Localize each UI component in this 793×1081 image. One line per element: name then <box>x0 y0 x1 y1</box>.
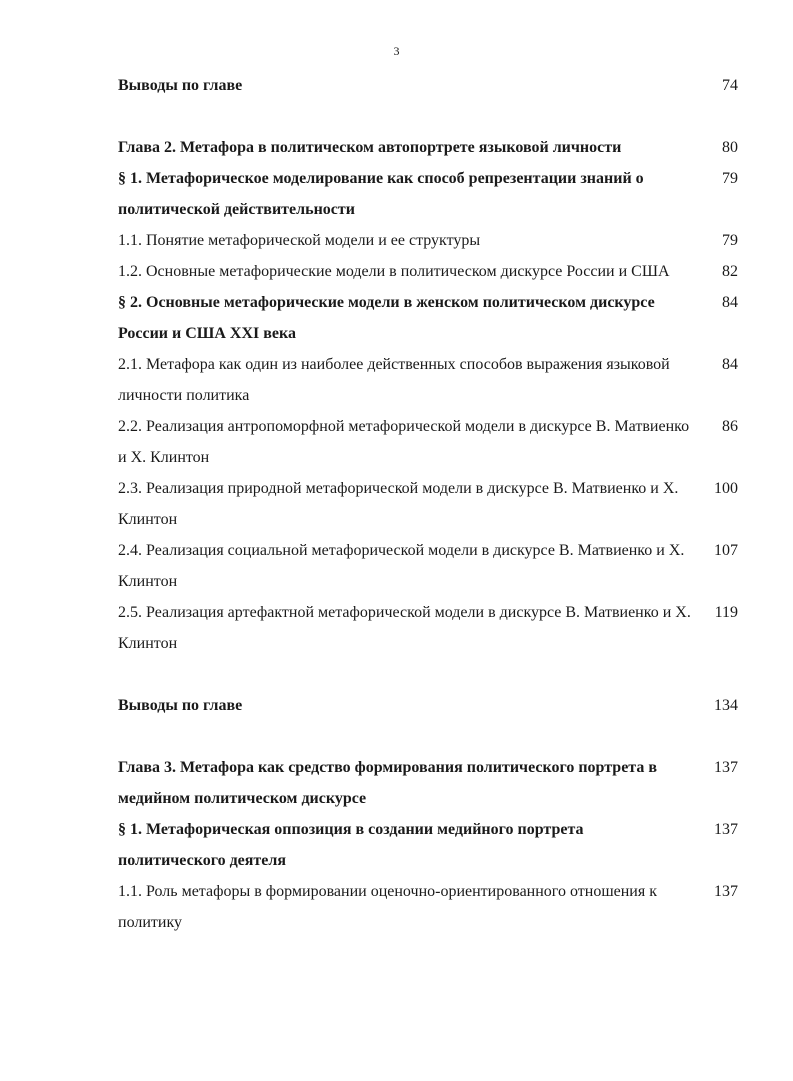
toc-gap <box>118 659 738 690</box>
toc-entry-2-4 <box>118 535 738 597</box>
toc-entry-title: § 1. Метафорическая оппозиция в создании медийного портрета политического деятеля <box>118 821 584 869</box>
toc-entry-page: 74 <box>722 77 738 94</box>
toc-entry-1-1 <box>118 225 738 256</box>
toc-entry-page: 84 <box>722 356 738 373</box>
toc-entry-page: 86 <box>722 418 738 435</box>
toc-entry-page: 84 <box>722 294 738 311</box>
page-number: 3 <box>393 44 400 58</box>
toc-entry-1-2 <box>118 256 738 287</box>
toc-entry-ch3-1-1 <box>118 876 738 938</box>
toc-entry-conclusions-ch1 <box>118 70 738 101</box>
toc-entry-page: 119 <box>714 604 738 621</box>
toc-entry-title: 1.2. Основные метафорические модели в политическом дискурсе России и США <box>118 263 670 280</box>
toc-entry-chapter-3 <box>118 752 738 814</box>
toc-entry-2-3 <box>118 473 738 535</box>
toc-entry-page: 137 <box>714 883 738 900</box>
toc-entry-2-5 <box>118 597 738 659</box>
toc-entry-chapter-2 <box>118 132 738 163</box>
toc-entry-ch3-section-1 <box>118 814 738 876</box>
table-of-contents <box>118 70 738 938</box>
toc-entry-title: 2.4. Реализация социальной метафорической модели в дискурсе В. Матвиенко и Х. Клинтон <box>118 542 685 590</box>
toc-entry-page: 79 <box>722 170 738 187</box>
toc-entry-title: 2.1. Метафора как один из наиболее действенных способов выражения языковой личности политика <box>118 356 670 404</box>
toc-entry-title: 2.2. Реализация антропоморфной метафорической модели в дискурсе В. Матвиенко и Х. Клинтон <box>118 418 690 466</box>
toc-entry-title: Выводы по главе <box>118 77 243 94</box>
toc-entry-page: 82 <box>722 263 738 280</box>
toc-entry-2-2 <box>118 411 738 473</box>
toc-entry-title: 1.1. Роль метафоры в формировании оценочно-ориентированного отношения к политику <box>118 883 657 931</box>
toc-entry-page: 80 <box>722 139 738 156</box>
toc-entry-page: 134 <box>714 697 738 714</box>
toc-gap <box>118 721 738 752</box>
toc-entry-title: 2.3. Реализация природной метафорической модели в дискурсе В. Матвиенко и Х. Клинтон <box>118 480 679 528</box>
toc-entry-conclusions-ch2 <box>118 690 738 721</box>
toc-entry-page: 137 <box>714 759 738 776</box>
toc-entry-page: 107 <box>714 542 738 559</box>
toc-entry-2-1 <box>118 349 738 411</box>
toc-entry-title: Глава 2. Метафора в политическом автопортрете языковой личности <box>118 139 622 156</box>
toc-entry-title: Выводы по главе <box>118 697 243 714</box>
toc-entry-title: § 1. Метафорическое моделирование как способ репрезентации знаний о политической действительности <box>118 170 644 218</box>
toc-entry-title: 1.1. Понятие метафорической модели и ее структуры <box>118 232 481 249</box>
toc-entry-title: § 2. Основные метафорические модели в женском политическом дискурсе России и США XXI века <box>118 294 655 342</box>
toc-entry-page: 100 <box>714 480 738 497</box>
toc-entry-ch2-section-1 <box>118 163 738 225</box>
toc-gap <box>118 101 738 132</box>
toc-entry-title: 2.5. Реализация артефактной метафорической модели в дискурсе В. Матвиенко и Х. Клинтон <box>118 604 691 652</box>
toc-entry-title: Глава 3. Метафора как средство формирования политического портрета в медийном политическом дискурсе <box>118 759 657 807</box>
toc-entry-page: 79 <box>722 232 738 249</box>
toc-entry-page: 137 <box>714 821 738 838</box>
toc-entry-ch2-section-2 <box>118 287 738 349</box>
